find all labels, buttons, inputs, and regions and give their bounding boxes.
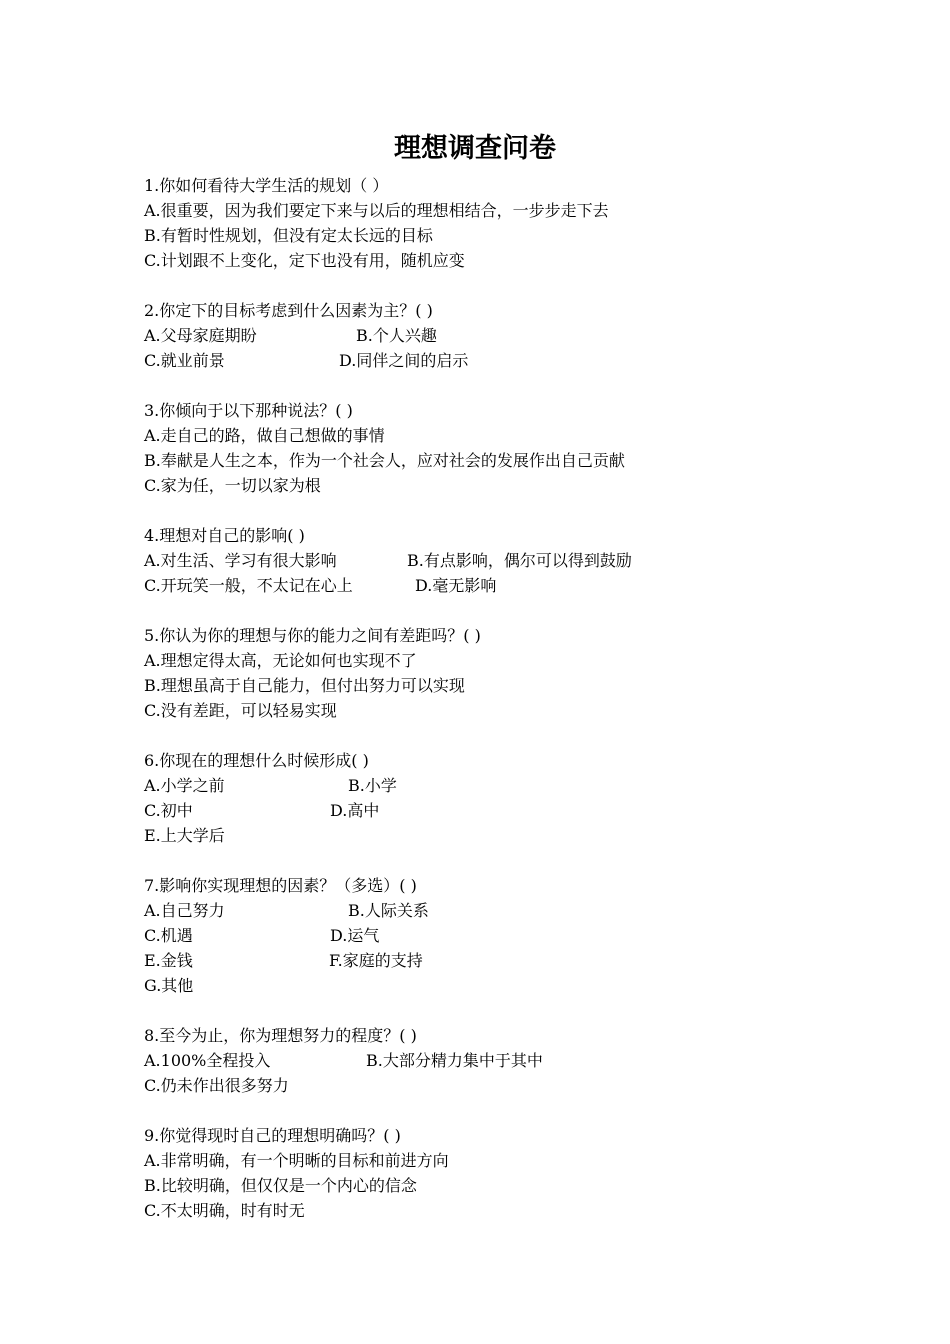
option-text: B.奉献是人生之本，作为一个社会人，应对社会的发展作出自己贡献 bbox=[144, 451, 625, 470]
option-row bbox=[144, 448, 864, 473]
question-spacer bbox=[144, 998, 864, 1023]
option-text: B.有点影响，偶尔可以得到鼓励 bbox=[407, 551, 632, 570]
question-text: 2.你定下的目标考虑到什么因素为主？( ) bbox=[144, 301, 433, 320]
question-text: 5.你认为你的理想与你的能力之间有差距吗？( ) bbox=[144, 626, 481, 645]
question-spacer bbox=[144, 723, 864, 748]
option-text: B.大部分精力集中于其中 bbox=[366, 1051, 543, 1070]
option-text: D.高中 bbox=[330, 801, 380, 820]
option-row bbox=[144, 473, 864, 498]
option-text: A.父母家庭期盼 bbox=[144, 326, 257, 345]
option-row bbox=[144, 823, 864, 848]
question-spacer bbox=[144, 498, 864, 523]
question-spacer bbox=[144, 598, 864, 623]
option-row bbox=[144, 923, 864, 948]
option-text: B.有暂时性规划，但没有定太长远的目标 bbox=[144, 226, 433, 245]
option-text: C.初中 bbox=[144, 801, 193, 820]
option-row bbox=[144, 898, 864, 923]
page-title: 理想调查问卷 bbox=[394, 133, 556, 164]
option-text: B.个人兴趣 bbox=[356, 326, 437, 345]
option-row bbox=[144, 648, 864, 673]
option-row bbox=[144, 573, 864, 598]
option-text: B.理想虽高于自己能力，但付出努力可以实现 bbox=[144, 676, 465, 695]
question-spacer bbox=[144, 1098, 864, 1123]
option-text: A.对生活、学习有很大影响 bbox=[144, 551, 337, 570]
question-text: 3.你倾向于以下那种说法？( ) bbox=[144, 401, 353, 420]
option-row bbox=[144, 698, 864, 723]
option-text: C.开玩笑一般，不太记在心上 bbox=[144, 576, 353, 595]
option-text: E.上大学后 bbox=[144, 826, 225, 845]
option-row bbox=[144, 1148, 864, 1173]
option-row bbox=[144, 973, 864, 998]
option-text: A.很重要，因为我们要定下来与以后的理想相结合，一步步走下去 bbox=[144, 201, 609, 220]
option-row bbox=[144, 348, 864, 373]
option-text: C.没有差距，可以轻易实现 bbox=[144, 701, 337, 720]
question-text: 1.你如何看待大学生活的规划（ ） bbox=[144, 176, 389, 195]
option-row bbox=[144, 673, 864, 698]
option-row bbox=[144, 1198, 864, 1223]
option-text: C.不太明确，时有时无 bbox=[144, 1201, 305, 1220]
option-text: C.就业前景 bbox=[144, 351, 225, 370]
question-text: 6.你现在的理想什么时候形成( ) bbox=[144, 751, 369, 770]
option-row bbox=[144, 1173, 864, 1198]
option-row bbox=[144, 1073, 864, 1098]
question-spacer bbox=[144, 848, 864, 873]
option-row bbox=[144, 773, 864, 798]
option-text: B.比较明确，但仅仅是一个内心的信念 bbox=[144, 1176, 417, 1195]
option-text: C.仍未作出很多努力 bbox=[144, 1076, 289, 1095]
questionnaire-body bbox=[144, 173, 864, 1223]
option-text: B.小学 bbox=[348, 776, 397, 795]
option-text: E.金钱 bbox=[144, 951, 193, 970]
option-text: C.家为任，一切以家为根 bbox=[144, 476, 321, 495]
question-text: 9.你觉得现时自己的理想明确吗？( ) bbox=[144, 1126, 401, 1145]
option-text: A.自己努力 bbox=[144, 901, 225, 920]
option-row bbox=[144, 223, 864, 248]
option-text: F.家庭的支持 bbox=[329, 951, 423, 970]
question-spacer bbox=[144, 373, 864, 398]
option-text: G.其他 bbox=[144, 976, 194, 995]
option-text: A.小学之前 bbox=[144, 776, 225, 795]
option-row bbox=[144, 548, 864, 573]
option-text: C.计划跟不上变化，定下也没有用，随机应变 bbox=[144, 251, 465, 270]
option-text: A.走自己的路，做自己想做的事情 bbox=[144, 426, 385, 445]
question-text: 7.影响你实现理想的因素？（多选）( ) bbox=[144, 876, 417, 895]
option-row bbox=[144, 423, 864, 448]
option-text: A.100%全程投入 bbox=[144, 1051, 271, 1070]
option-row bbox=[144, 323, 864, 348]
option-row bbox=[144, 948, 864, 973]
question-spacer bbox=[144, 273, 864, 298]
option-text: C.机遇 bbox=[144, 926, 193, 945]
option-text: A.非常明确，有一个明晰的目标和前进方向 bbox=[144, 1151, 449, 1170]
question-text: 8.至今为止，你为理想努力的程度？( ) bbox=[144, 1026, 417, 1045]
option-row bbox=[144, 248, 864, 273]
question-text: 4.理想对自己的影响( ) bbox=[144, 526, 305, 545]
option-text: A.理想定得太高，无论如何也实现不了 bbox=[144, 651, 417, 670]
option-text: D.毫无影响 bbox=[415, 576, 497, 595]
option-row bbox=[144, 798, 864, 823]
option-row bbox=[144, 198, 864, 223]
option-row bbox=[144, 1048, 864, 1073]
option-text: D.同伴之间的启示 bbox=[339, 351, 469, 370]
option-text: B.人际关系 bbox=[348, 901, 429, 920]
option-text: D.运气 bbox=[330, 926, 380, 945]
